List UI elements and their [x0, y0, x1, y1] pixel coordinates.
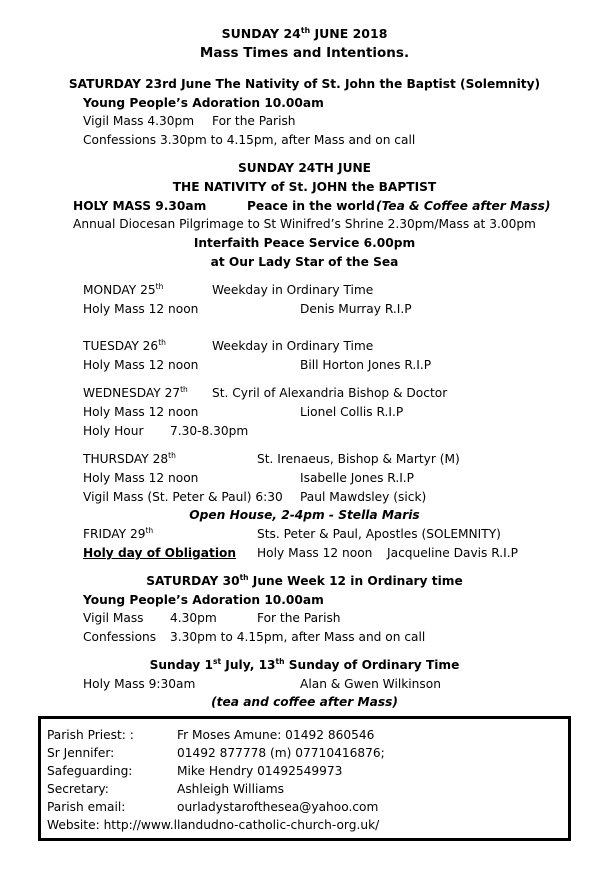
holy-day-of-obligation: Holy day of Obligation — [83, 546, 237, 560]
saturday-adoration: Young People’s Adoration 10.00am — [83, 96, 324, 110]
saturday-confessions: Confessions 3.30pm to 4.15pm, after Mass and on call — [83, 133, 416, 147]
saturday2-confessions-label: Confessions — [83, 630, 157, 644]
tuesday-intention: Bill Horton Jones R.I.P — [300, 358, 432, 372]
bulletin-title: Mass Times and Intentions. — [199, 45, 410, 61]
saturday2-heading: SATURDAY 30th June Week 12 in Ordinary time — [146, 572, 463, 588]
saturday2-confessions: 3.30pm to 4.15pm, after Mass and on call — [170, 630, 426, 644]
pilgrimage-notice: Annual Diocesan Pilgrimage to St Winifred’s Shrine 2.30pm/Mass at 3.00pm — [73, 217, 536, 231]
friday-day: FRIDAY 29th — [83, 525, 154, 541]
thursday-vigil-mass: Vigil Mass (St. Peter & Paul) 6:30 — [83, 490, 283, 504]
website-link[interactable]: http://www.llandudno-catholic-church-org.uk/ — [103, 818, 380, 832]
bulletin-date: SUNDAY 24th JUNE 2018 — [221, 25, 388, 41]
thursday-feast: St. Irenaeus, Bishop & Martyr (M) — [257, 452, 460, 466]
tuesday-mass: Holy Mass 12 noon — [83, 358, 199, 372]
friday-intention: Jacqueline Davis R.I.P — [387, 546, 518, 560]
saturday2-vigil-label: Vigil Mass — [83, 611, 144, 625]
monday-feast: Weekday in Ordinary Time — [212, 283, 374, 297]
monday-mass: Holy Mass 12 noon — [83, 302, 199, 316]
parish-email-link[interactable]: ourladystaroftheseа@yahoo.com — [177, 800, 379, 814]
holy-hour-label: Holy Hour — [83, 424, 144, 438]
sunday2-heading: Sunday 1st July, 13th Sunday of Ordinary Time — [149, 656, 460, 672]
saturday-vigil-intention: For the Parish — [212, 114, 296, 128]
holy-hour-time: 7.30-8.30pm — [170, 424, 249, 438]
thursday-mass: Holy Mass 12 noon — [83, 471, 199, 485]
sunday-feast: THE NATIVITY of St. JOHN the BAPTIST — [172, 180, 437, 194]
sunday-tea-note: (Tea & Coffee after Mass) — [376, 199, 551, 213]
thursday-day: THURSDAY 28th — [83, 450, 176, 466]
wednesday-mass: Holy Mass 12 noon — [83, 405, 199, 419]
tuesday-day: TUESDAY 26th — [83, 337, 166, 353]
wednesday-day: WEDNESDAY 27th — [83, 384, 188, 400]
wednesday-feast: St. Cyril of Alexandria Bishop & Doctor — [212, 386, 448, 400]
thursday-vigil-intention: Paul Mawdsley (sick) — [300, 490, 427, 504]
wednesday-intention: Lionel Collis R.I.P — [300, 405, 404, 419]
contact-label-secretary: Secretary: — [47, 782, 109, 796]
sunday2-intention: Alan & Gwen Wilkinson — [300, 677, 441, 691]
contact-label-sr-jennifer: Sr Jennifer: — [47, 746, 115, 760]
contact-value-parish-priest: Fr Moses Amune: 01492 860546 — [177, 728, 375, 742]
open-house-notice: Open House, 2-4pm - Stella Maris — [189, 508, 420, 522]
monday-intention: Denis Murray R.I.P — [300, 302, 412, 316]
saturday2-vigil-intention: For the Parish — [257, 611, 341, 625]
sunday-heading: SUNDAY 24TH JUNE — [238, 161, 371, 175]
contact-website[interactable] — [47, 819, 379, 831]
friday-feast: Sts. Peter & Paul, Apostles (SOLEMNITY) — [257, 527, 501, 541]
sunday2-tea-note: (tea and coffee after Mass) — [211, 695, 398, 709]
contact-value-safeguarding: Mike Hendry 01492549973 — [177, 764, 343, 778]
contact-value-secretary: Ashleigh Williams — [177, 782, 285, 796]
contact-value-sr-jennifer: 01492 877778 (m) 07710416876; — [177, 746, 385, 760]
monday-day: MONDAY 25th — [83, 281, 164, 297]
sunday-intention: Peace in the world — [247, 199, 375, 213]
saturday-heading: SATURDAY 23rd June The Nativity of St. John the Baptist (Solemnity) — [68, 77, 541, 91]
sunday2-mass: Holy Mass 9:30am — [83, 677, 196, 691]
sunday-holy-mass: HOLY MASS 9.30am — [73, 199, 207, 213]
saturday2-vigil-time: 4.30pm — [170, 611, 217, 625]
tuesday-feast: Weekday in Ordinary Time — [212, 339, 374, 353]
contact-label-safeguarding: Safeguarding: — [47, 764, 133, 778]
contact-label-email: Parish email: — [47, 800, 126, 814]
interfaith-service: Interfaith Peace Service 6.00pm — [193, 236, 416, 250]
thursday-intention: Isabelle Jones R.I.P — [300, 471, 415, 485]
contact-label-parish-priest: Parish Priest: : — [47, 728, 134, 742]
saturday2-adoration: Young People’s Adoration 10.00am — [83, 593, 324, 607]
interfaith-location: at Our Lady Star of the Sea — [210, 255, 399, 269]
friday-mass: Holy Mass 12 noon — [257, 546, 373, 560]
contact-label-website: Website: — [47, 818, 100, 832]
saturday-vigil-label: Vigil Mass 4.30pm — [83, 114, 195, 128]
